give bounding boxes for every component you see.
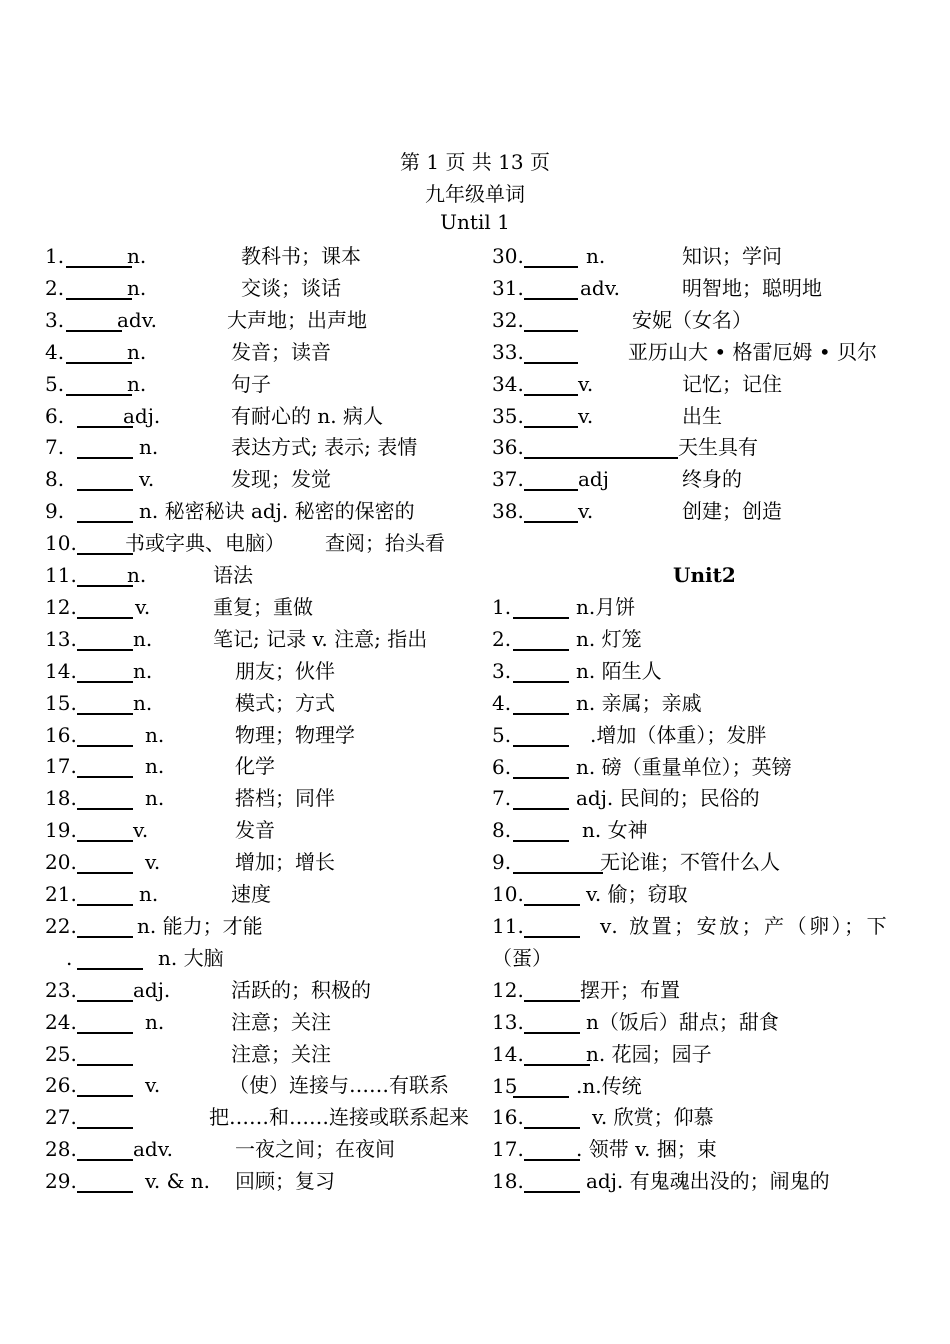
meaning: 发现；发觉 (231, 467, 331, 492)
item-number: 4. (45, 339, 65, 364)
part-of-speech: n. 亲属；亲戚 (576, 690, 702, 715)
item-number: 12. (45, 594, 77, 619)
part-of-speech: n. 秘密秘诀 adj. 秘密的保密的 (139, 499, 415, 524)
answer-blank[interactable] (66, 372, 132, 396)
vocab-row-left (45, 560, 485, 590)
part-of-speech: v. (578, 403, 594, 428)
vocab-row-left (45, 1134, 485, 1164)
vocab-row-unit2 (492, 592, 932, 622)
item-number: 37. (492, 467, 524, 492)
meaning: 一夜之间；在夜间 (235, 1137, 395, 1162)
vocab-row-right (492, 432, 932, 462)
part-of-speech: v. & n. (145, 1169, 211, 1194)
item-number: 9. (492, 850, 512, 875)
item-number: 2. (45, 275, 65, 300)
meaning: 交谈；谈话 (241, 275, 341, 300)
answer-blank[interactable] (513, 723, 569, 747)
answer-blank[interactable] (524, 914, 580, 938)
answer-blank[interactable] (77, 467, 133, 491)
meaning: 笔记; 记录 v. 注意; 指出 (213, 626, 428, 651)
unit2-heading: Unit2 (673, 563, 736, 587)
item-number: 38. (492, 499, 524, 524)
vocab-row-left (45, 656, 485, 686)
part-of-speech: n. (127, 563, 147, 587)
item-number: 21. (45, 882, 77, 906)
page-number: 第 1 页 共 13 页 (400, 150, 550, 174)
vocab-row-left (45, 720, 485, 750)
answer-blank[interactable] (524, 276, 578, 300)
vocab-row-left (45, 879, 485, 909)
answer-blank[interactable] (524, 499, 578, 523)
part-of-speech: v. (145, 1073, 161, 1098)
part-of-speech: n. (127, 371, 147, 396)
meaning: 表达方式; 表示; 表情 (231, 435, 418, 460)
item-number: 15. (45, 690, 77, 715)
answer-blank[interactable] (77, 595, 133, 619)
vocab-row-left (45, 911, 485, 941)
item-number: 3. (45, 307, 65, 332)
item-number: 8. (45, 467, 65, 492)
vocab-row-unit2 (492, 879, 932, 909)
vocab-row-left (45, 624, 485, 654)
item-number: 36. (492, 435, 524, 460)
vocab-row-unit2 (492, 783, 932, 813)
part-of-speech: n.月饼 (576, 595, 636, 619)
meaning: 模式；方式 (235, 690, 335, 715)
item-number: 13. (45, 626, 77, 651)
vocab-row-unit2 (492, 1102, 932, 1132)
answer-blank[interactable] (66, 276, 132, 300)
answer-blank[interactable] (524, 372, 578, 396)
vocab-row-unit2 (492, 624, 932, 654)
vocab-row-left (45, 1070, 485, 1100)
item-number: 1. (492, 595, 512, 619)
vocab-row-left (45, 401, 485, 431)
answer-blank[interactable] (524, 882, 580, 906)
meaning: 速度 (231, 882, 271, 906)
part-of-speech: n. (139, 435, 159, 460)
answer-blank[interactable] (77, 499, 133, 523)
part-of-speech: v. (135, 594, 151, 619)
part-of-speech: adj (578, 467, 609, 492)
item-number: 27. (45, 1105, 77, 1130)
part-of-speech: adv. (580, 275, 621, 300)
vocab-row-unit2 (492, 1166, 932, 1196)
vocab-row-left (45, 432, 485, 462)
answer-blank[interactable] (77, 850, 133, 874)
item-number: 17. (45, 754, 77, 779)
vocab-row-left (45, 688, 485, 718)
vocab-row-unit2 (492, 1007, 932, 1037)
part-of-speech: .增加（体重）；发胖 (590, 722, 767, 747)
answer-blank[interactable] (513, 691, 569, 715)
meaning: 记忆；记住 (682, 371, 782, 396)
vocab-row-unit2 (492, 656, 932, 686)
item-number: 16. (45, 722, 77, 747)
answer-blank[interactable] (77, 691, 133, 715)
item-number: 6. (45, 403, 65, 428)
item-number: 5. (45, 371, 65, 396)
item-number: 25. (45, 1041, 77, 1066)
vocab-row-right (492, 337, 932, 367)
part-of-speech: （蛋） (492, 945, 552, 970)
part-of-speech: n. 女神 (582, 818, 648, 843)
item-number: 12. (492, 977, 524, 1002)
part-of-speech: adv. (133, 1137, 174, 1162)
answer-blank[interactable] (513, 818, 569, 842)
meaning: 大声地；出声地 (227, 307, 367, 332)
answer-blank[interactable] (524, 1137, 580, 1161)
part-of-speech: n. (145, 722, 165, 747)
answer-blank[interactable] (77, 978, 133, 1002)
vocab-row-left (45, 337, 485, 367)
part-of-speech: n. 大脑 (158, 945, 224, 970)
answer-blank[interactable] (524, 404, 578, 428)
meaning: 活跃的；积极的 (231, 977, 371, 1002)
meaning: 重复；重做 (213, 594, 313, 619)
meaning: 发音 (235, 818, 275, 843)
answer-blank[interactable] (524, 435, 678, 459)
part-of-speech: v. (133, 818, 149, 843)
vocab-row-unit2 (492, 911, 902, 941)
item-number: 2. (492, 626, 512, 651)
answer-blank[interactable] (513, 755, 569, 779)
part-of-speech: n. 陌生人 (576, 658, 662, 683)
item-number: 14. (45, 658, 77, 683)
vocab-row-left (45, 1007, 485, 1037)
part-of-speech: n. (133, 626, 153, 651)
meaning: 朋友；伙伴 (235, 658, 335, 683)
answer-blank[interactable] (77, 1042, 133, 1066)
meaning: 查阅；抬头看 (325, 531, 445, 556)
part-of-speech: n. 花园；园子 (586, 1041, 712, 1066)
vocab-row-left (45, 369, 485, 399)
part-of-speech: 书或字典、电脑） (125, 531, 285, 556)
answer-blank[interactable] (77, 659, 133, 683)
vocab-row-left (45, 464, 485, 494)
vocab-row-unit2 (492, 752, 932, 782)
item-number: 6. (492, 754, 512, 779)
item-number: 26. (45, 1073, 77, 1098)
part-of-speech: n. (127, 275, 147, 300)
item-number: 23. (45, 977, 77, 1002)
meaning: 出生 (682, 403, 722, 428)
answer-blank[interactable] (77, 1010, 133, 1034)
answer-blank[interactable] (524, 244, 578, 268)
meaning: 有耐心的 n. 病人 (231, 403, 383, 428)
vocab-row-unit2 (492, 815, 932, 845)
item-number: 16. (492, 1105, 524, 1130)
part-of-speech: n. (139, 882, 159, 906)
answer-blank[interactable] (77, 1137, 133, 1161)
vocab-row-unit2 (492, 1071, 932, 1101)
part-of-speech: n. (145, 786, 165, 811)
item-number: 8. (492, 818, 512, 843)
item-number: 10. (45, 531, 77, 556)
answer-blank[interactable] (66, 308, 122, 332)
part-of-speech: v. (578, 499, 594, 524)
vocab-row-left (45, 815, 485, 845)
item-number: 4. (492, 690, 512, 715)
vocab-row-unit2 (492, 1134, 932, 1164)
vocab-row-left (45, 751, 485, 781)
vocab-row-unit2 (492, 1039, 932, 1069)
answer-blank[interactable] (524, 1169, 580, 1193)
vocab-row-left (45, 975, 485, 1005)
answer-blank[interactable] (513, 786, 569, 810)
meaning: 句子 (231, 371, 271, 396)
part-of-speech: .n.传统 (576, 1073, 642, 1098)
vocab-row-right (492, 496, 932, 526)
item-number: 20. (45, 850, 77, 875)
vocab-row-left (45, 1102, 485, 1132)
item-number: 14. (492, 1041, 524, 1066)
part-of-speech: n. 能力；才能 (137, 913, 263, 938)
answer-blank[interactable] (77, 627, 133, 651)
part-of-speech: v. (139, 467, 155, 492)
meaning: 终身的 (682, 467, 742, 492)
meaning: 注意；关注 (231, 1009, 331, 1034)
item-number: 5. (492, 722, 512, 747)
item-number: 29. (45, 1169, 77, 1194)
vocab-row-unit2 (492, 847, 932, 877)
vocab-row-left (66, 943, 506, 973)
vocab-row-left (45, 305, 485, 335)
item-number: 32. (492, 307, 524, 332)
meaning: （使）连接与……有联系 (229, 1073, 449, 1098)
answer-blank[interactable] (524, 308, 578, 332)
part-of-speech: n. 灯笼 (576, 626, 642, 651)
item-number: 7. (492, 786, 512, 811)
part-of-speech: 摆开；布置 (580, 977, 680, 1002)
item-number: 30. (492, 244, 524, 268)
vocab-row-right (492, 401, 932, 431)
part-of-speech: n. (127, 339, 147, 364)
answer-blank[interactable] (77, 786, 133, 810)
part-of-speech: n. (145, 754, 165, 779)
item-number: 11. (492, 914, 524, 938)
meaning: 创建；创造 (682, 499, 782, 524)
item-number: 19. (45, 818, 77, 843)
vocab-row-right (492, 273, 932, 303)
part-of-speech: n. (127, 244, 147, 268)
item-number: 3. (492, 658, 512, 683)
part-of-speech: n. (145, 1009, 165, 1034)
answer-blank[interactable] (524, 1042, 590, 1066)
answer-blank[interactable] (524, 978, 580, 1002)
answer-blank[interactable] (77, 882, 133, 906)
meaning: 发音；读音 (231, 339, 331, 364)
part-of-speech: adv. (117, 307, 158, 332)
meaning: 回顾；复习 (235, 1169, 335, 1194)
part-of-speech: adj. 民间的；民俗的 (576, 786, 760, 811)
part-of-speech: v. (145, 850, 161, 875)
meaning: 知识；学问 (682, 244, 782, 268)
vocab-row-left (45, 1039, 485, 1069)
item-number: 33. (492, 339, 524, 364)
part-of-speech: adj. 有鬼魂出没的；闹鬼的 (586, 1169, 830, 1194)
meaning: 明智地；聪明地 (682, 275, 822, 300)
item-number: 31. (492, 275, 524, 300)
meaning: 语法 (213, 563, 253, 587)
part-of-speech: n. (586, 244, 606, 268)
answer-blank[interactable] (77, 723, 133, 747)
part-of-speech: . 领带 v. 捆；束 (576, 1137, 717, 1162)
item-number: 7. (45, 435, 65, 460)
vocab-row-left (45, 528, 485, 558)
item-number: 22. (45, 913, 77, 938)
part-of-speech: 无论谁；不管什么人 (600, 850, 780, 875)
answer-blank[interactable] (77, 435, 133, 459)
vocab-row-right (492, 305, 932, 335)
answer-blank[interactable] (66, 340, 132, 364)
vocab-row-right (492, 369, 932, 399)
vocab-row-unit2 (492, 943, 932, 973)
answer-blank[interactable] (77, 1073, 133, 1097)
meaning: 教科书；课本 (241, 244, 361, 268)
vocab-row-left (45, 592, 485, 622)
answer-blank[interactable] (524, 1105, 580, 1129)
item-number: 13. (492, 1009, 524, 1034)
answer-blank[interactable] (513, 595, 569, 619)
answer-blank[interactable] (513, 1074, 569, 1098)
answer-blank[interactable] (513, 850, 603, 874)
vocab-row-left (45, 847, 485, 877)
vocab-row-unit2 (492, 720, 932, 750)
item-number: 11. (45, 563, 77, 587)
part-of-speech: v. (578, 371, 594, 396)
answer-blank[interactable] (77, 754, 133, 778)
answer-blank[interactable] (513, 627, 569, 651)
meaning: 化学 (235, 754, 275, 779)
meaning: 安妮（女名） (632, 307, 752, 332)
meaning: 物理；物理学 (235, 722, 355, 747)
page-title: 九年级单词 (425, 182, 525, 206)
item-number: 35. (492, 403, 524, 428)
answer-blank[interactable] (77, 1169, 133, 1193)
answer-blank[interactable] (77, 818, 133, 842)
vocab-row-unit2 (492, 688, 932, 718)
answer-blank[interactable] (524, 1010, 580, 1034)
part-of-speech: adj. (123, 403, 161, 428)
vocab-row-left (45, 783, 485, 813)
answer-blank[interactable] (77, 1105, 133, 1129)
meaning: 亚历山大 • 格雷厄姆 • 贝尔 (628, 339, 878, 364)
meaning: 搭档；同伴 (235, 786, 335, 811)
item-number: 17. (492, 1137, 524, 1162)
vocab-row-left (45, 273, 485, 303)
item-number: 9. (45, 499, 65, 524)
meaning: 增加；增长 (235, 850, 335, 875)
part-of-speech: n. 磅（重量单位）；英镑 (576, 754, 792, 779)
part-of-speech: n（饭后）甜点；甜食 (586, 1009, 779, 1034)
vocab-row-right (492, 241, 932, 271)
item-number: 15 (492, 1073, 518, 1098)
part-of-speech: adj. (133, 977, 171, 1002)
answer-blank[interactable] (77, 946, 143, 970)
part-of-speech: v. 放置；安放；产（卵）；下 (600, 914, 890, 938)
part-of-speech: v. 欣赏；仰慕 (592, 1105, 714, 1130)
part-of-speech: 天生具有 (678, 435, 758, 460)
item-number: 24. (45, 1009, 77, 1034)
answer-blank[interactable] (77, 914, 133, 938)
item-number: 1. (45, 244, 65, 268)
vocab-row-left (45, 1166, 485, 1196)
item-number: . (66, 945, 73, 970)
answer-blank[interactable] (77, 563, 133, 587)
part-of-speech: n. (133, 690, 153, 715)
answer-blank[interactable] (524, 467, 578, 491)
part-of-speech: n. (133, 658, 153, 683)
meaning: 注意；关注 (231, 1041, 331, 1066)
part-of-speech: v. 偷；窃取 (586, 882, 688, 907)
item-number: 28. (45, 1137, 77, 1162)
item-number: 18. (45, 786, 77, 811)
item-number: 18. (492, 1169, 524, 1194)
vocab-row-unit2 (492, 975, 932, 1005)
answer-blank[interactable] (524, 340, 578, 364)
meaning: 把……和……连接或联系起来 (209, 1105, 469, 1130)
item-number: 10. (492, 882, 524, 907)
answer-blank[interactable] (66, 244, 132, 268)
vocab-row-right (492, 464, 932, 494)
answer-blank[interactable] (513, 659, 569, 683)
item-number: 34. (492, 371, 524, 396)
vocab-row-left (45, 241, 485, 271)
unit1-heading: Until 1 (440, 210, 510, 234)
vocab-row-left (45, 496, 485, 526)
